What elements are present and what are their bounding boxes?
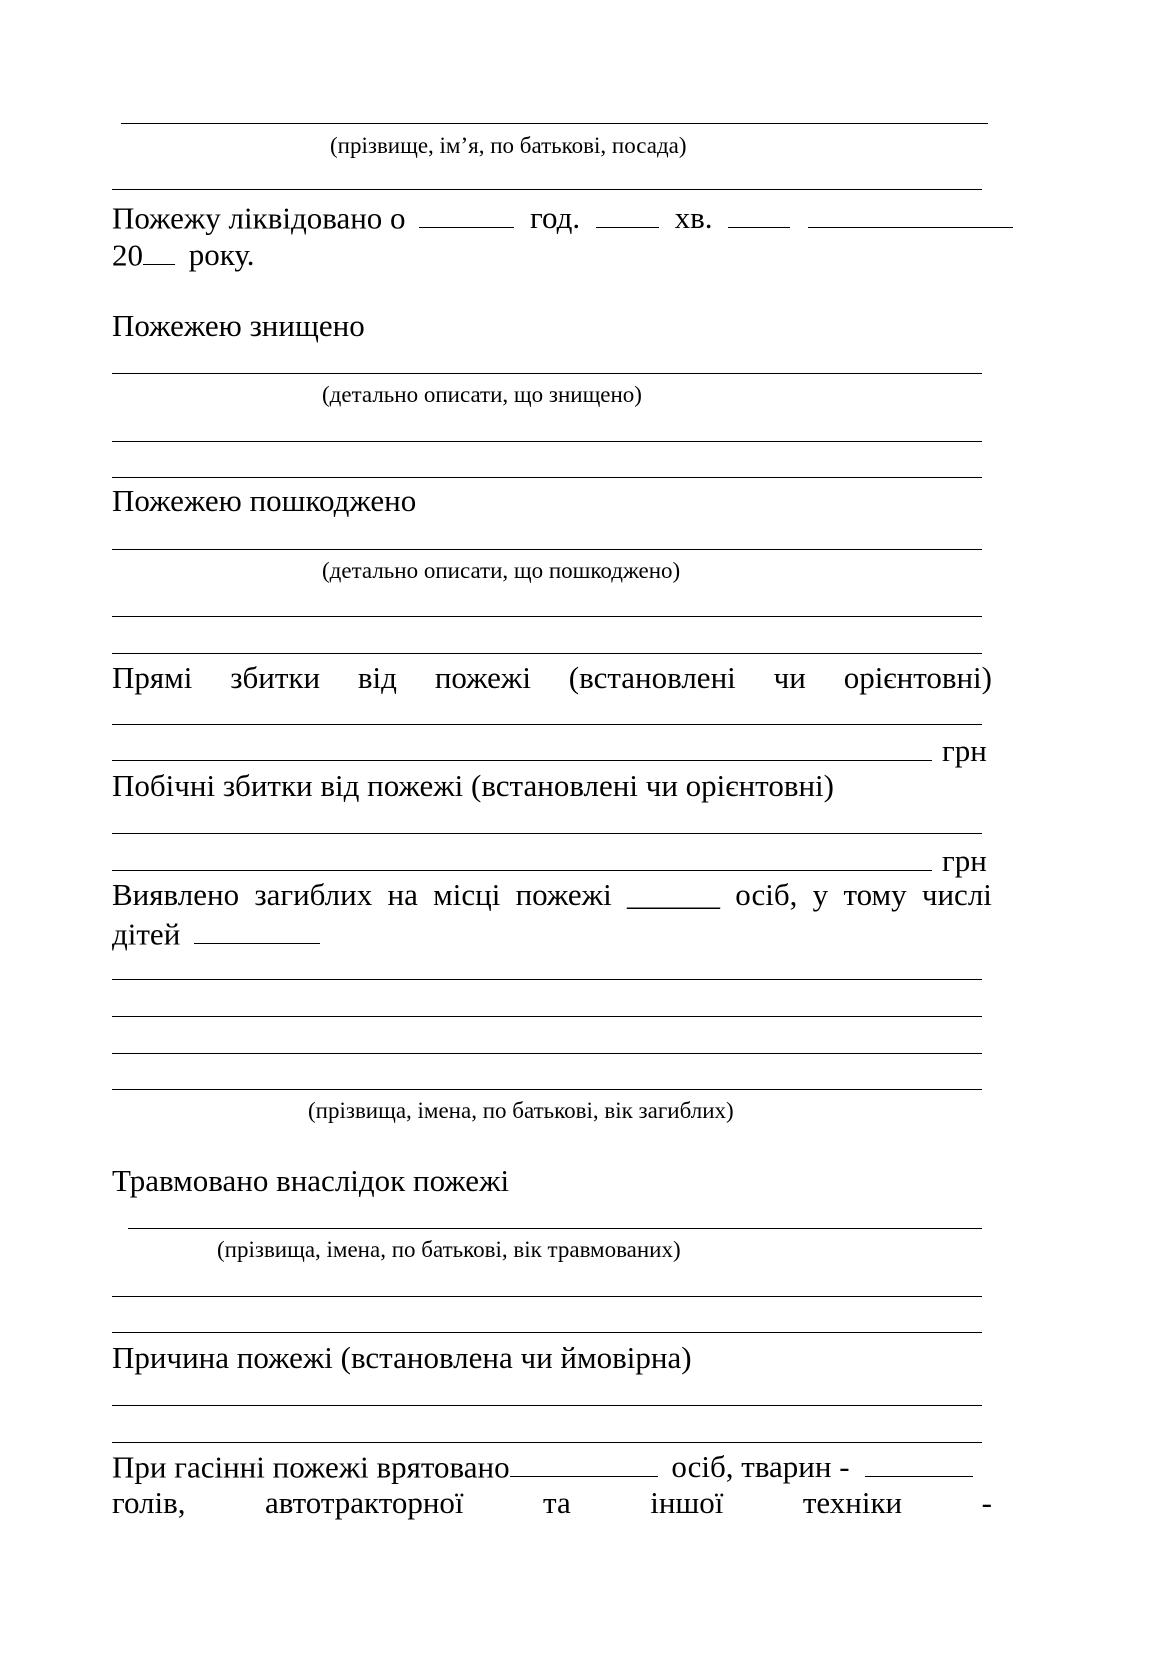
caption-destroyed: (детально описати, що знищено) bbox=[322, 382, 642, 407]
blank-line[interactable] bbox=[112, 477, 982, 478]
caption-damaged: (детально описати, що пошкоджено) bbox=[322, 558, 681, 583]
blank-line[interactable] bbox=[112, 1016, 982, 1017]
blank-line[interactable] bbox=[112, 1332, 982, 1333]
destroyed-label: Пожежею знищено bbox=[112, 308, 365, 343]
direct-losses-amount-field[interactable] bbox=[112, 760, 932, 761]
rescued-animals-label: осіб, тварин - bbox=[671, 1449, 850, 1485]
blank-line[interactable] bbox=[112, 724, 982, 725]
rescued-animals-field[interactable] bbox=[865, 1450, 973, 1477]
children-row bbox=[112, 916, 320, 952]
indirect-losses-currency: грн bbox=[942, 843, 987, 878]
blank-line[interactable] bbox=[112, 653, 982, 654]
year-prefix: 20 bbox=[112, 237, 143, 273]
rescued-row bbox=[112, 1449, 973, 1485]
blank-line[interactable] bbox=[112, 1089, 982, 1090]
fire-eliminated-row bbox=[112, 200, 1013, 236]
damaged-label: Пожежею пошкоджено bbox=[112, 483, 417, 518]
blank-line[interactable] bbox=[112, 979, 982, 980]
caption-name-position: (прізвище, ім’я, по батькові, посада) bbox=[330, 133, 687, 158]
rescued-people-field[interactable] bbox=[510, 1450, 658, 1477]
dead-count-field[interactable]: ______ bbox=[626, 877, 720, 912]
year-field[interactable] bbox=[143, 238, 175, 265]
blank-line[interactable] bbox=[112, 1296, 982, 1297]
year-suffix: року. bbox=[188, 237, 255, 273]
minute-label: хв. bbox=[674, 200, 713, 236]
hour-field[interactable] bbox=[419, 201, 514, 228]
hour-label: год. bbox=[530, 200, 581, 236]
year-row bbox=[112, 237, 255, 273]
signature-line[interactable] bbox=[121, 123, 988, 124]
injured-label: Травмовано внаслідок пожежі bbox=[112, 1163, 510, 1198]
caption-injured: (прізвища, імена, по батькові, вік травмованих) bbox=[217, 1237, 681, 1262]
month-field[interactable] bbox=[808, 201, 1013, 228]
cause-label: Причина пожежі (встановлена чи ймовірна) bbox=[112, 1340, 692, 1375]
dead-count-row: Виявлено загиблих на місці пожежі ______ осіб, у тому числі bbox=[112, 877, 992, 912]
day-field[interactable] bbox=[728, 201, 790, 228]
blank-line[interactable] bbox=[112, 1442, 982, 1443]
blank-line[interactable] bbox=[112, 1053, 982, 1054]
children-label: дітей bbox=[112, 916, 181, 952]
blank-line[interactable] bbox=[112, 373, 982, 374]
fire-eliminated-label: Пожежу ліквідовано о bbox=[112, 200, 406, 236]
minute-field[interactable] bbox=[596, 201, 659, 228]
blank-line[interactable] bbox=[112, 549, 982, 550]
blank-line[interactable] bbox=[112, 1405, 982, 1406]
indirect-losses-label: Побічні збитки від пожежі (встановлені чи орієнтовні) bbox=[112, 768, 834, 803]
direct-losses-currency: грн bbox=[942, 733, 987, 768]
blank-line[interactable] bbox=[112, 833, 982, 834]
caption-dead: (прізвища, імена, по батькові, вік загиблих) bbox=[308, 1098, 734, 1123]
indirect-losses-amount-field[interactable] bbox=[112, 870, 932, 871]
rescued-vehicles-row: голів, автотракторної та іншої техніки - bbox=[112, 1485, 992, 1520]
children-count-field[interactable] bbox=[194, 917, 320, 944]
blank-line[interactable] bbox=[112, 441, 982, 442]
rescued-label: При гасінні пожежі врятовано bbox=[112, 1449, 510, 1485]
blank-line[interactable] bbox=[112, 616, 982, 617]
blank-line[interactable] bbox=[112, 189, 982, 190]
blank-line[interactable] bbox=[128, 1228, 982, 1229]
direct-losses-label: Прямі збитки від пожежі (встановлені чи орієнтовні) bbox=[112, 660, 992, 695]
